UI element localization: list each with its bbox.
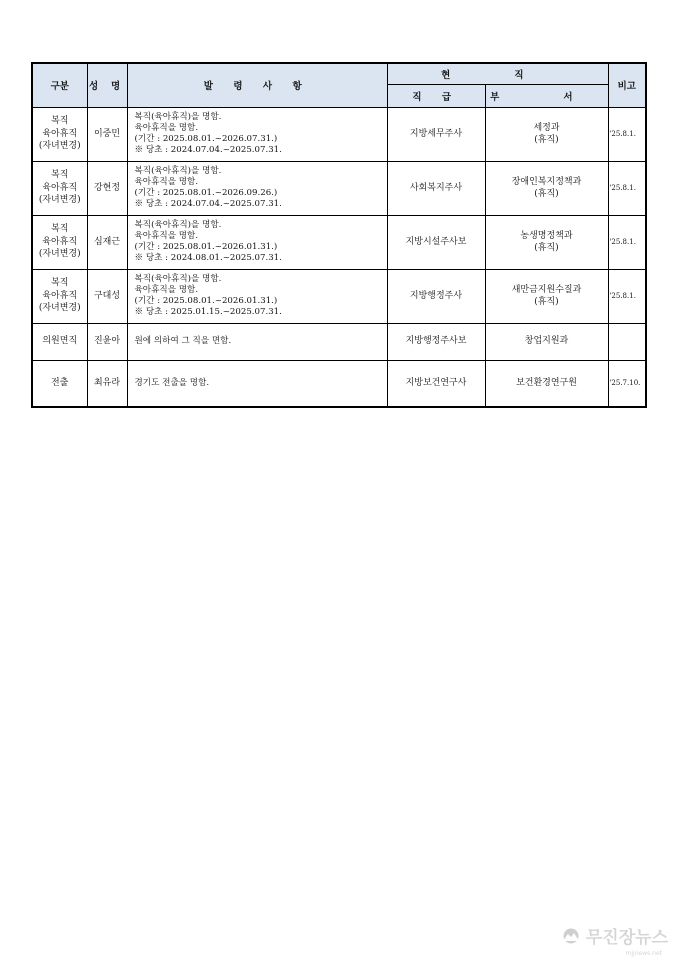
cell-line: 복직	[51, 170, 69, 181]
cell-line: 복직	[51, 278, 69, 289]
department-cell	[485, 360, 608, 407]
header-order: 발 령 사 항	[127, 63, 387, 107]
personnel-order-table	[31, 62, 647, 408]
department-cell	[485, 269, 608, 323]
order-cell	[127, 323, 387, 360]
cell-line: 육아휴직을 명함.	[134, 231, 199, 241]
remark-cell: '25.7.10.	[608, 360, 646, 407]
cell-line: 창업지원과	[524, 336, 569, 347]
cell-line: 복직	[51, 116, 69, 127]
cell-line: (기간 : 2025.08.01.~2026.01.31.)	[134, 242, 278, 252]
cell-line: 전출	[51, 378, 69, 388]
table-row	[32, 107, 646, 161]
cell-line: 육아휴직을 명함.	[134, 177, 199, 187]
name-cell: 최유라	[87, 360, 127, 407]
cell-line: 육아휴직을 명함.	[134, 285, 199, 295]
name-cell: 심재근	[87, 215, 127, 269]
cell-line: ※ 당초 : 2025.01.15.~2025.07.31.	[134, 307, 282, 317]
table-row	[32, 323, 646, 360]
cell-line: 세정과	[533, 122, 560, 133]
table-row	[32, 161, 646, 215]
grade-cell: 사회복지주사	[387, 161, 485, 215]
header-department: 부 서	[485, 84, 608, 107]
category-cell	[32, 161, 87, 215]
cell-line: (휴직)	[534, 135, 559, 145]
cell-line: 육아휴직	[42, 182, 78, 193]
watermark-text: 무진장뉴스	[585, 928, 668, 948]
cell-line: (자녀변경)	[38, 141, 81, 152]
order-cell	[127, 107, 387, 161]
cell-line: (기간 : 2025.08.01.~2026.01.31.)	[134, 296, 278, 306]
grade-cell: 지방행정주사보	[387, 323, 485, 360]
name-cell: 강현정	[87, 161, 127, 215]
table-row	[32, 360, 646, 407]
order-cell	[127, 360, 387, 407]
name-cell: 구대성	[87, 269, 127, 323]
order-cell	[127, 161, 387, 215]
cell-line: (휴직)	[534, 189, 559, 199]
grade-cell: 지방세무주사	[387, 107, 485, 161]
department-cell	[485, 323, 608, 360]
category-cell	[32, 360, 87, 407]
table-row	[32, 215, 646, 269]
cell-line: 경기도 전출을 명함.	[134, 377, 210, 388]
header-category: 구분	[32, 63, 87, 107]
grade-cell: 지방행정주사	[387, 269, 485, 323]
cell-line: 보건환경연구원	[516, 378, 577, 388]
category-cell	[32, 215, 87, 269]
department-cell	[485, 107, 608, 161]
cell-line: 육아휴직을 명함.	[134, 123, 199, 133]
mountain-logo-icon	[560, 928, 582, 944]
cell-line: 농생명정책과	[520, 230, 573, 241]
cell-line: 의원면직	[42, 336, 78, 347]
remark-cell	[608, 323, 646, 360]
cell-line: (자녀변경)	[38, 195, 81, 206]
cell-line: 육아휴직	[42, 290, 78, 301]
remark-cell: '25.8.1.	[608, 107, 646, 161]
cell-line: (기간 : 2025.08.01.~2026.07.31.)	[134, 134, 278, 144]
category-cell	[32, 107, 87, 161]
watermark-logo	[560, 923, 668, 957]
cell-line: (휴직)	[534, 243, 559, 253]
header-name: 성 명	[87, 63, 127, 107]
department-cell	[485, 215, 608, 269]
department-cell	[485, 161, 608, 215]
cell-line: 원에 의하여 그 직을 면함.	[134, 336, 232, 346]
remark-cell: '25.8.1.	[608, 215, 646, 269]
cell-line: 장애인복지정책과	[511, 176, 582, 187]
cell-line: ※ 당초 : 2024.07.04.~2025.07.31.	[134, 199, 282, 209]
cell-line: ※ 당초 : 2024.08.01.~2025.07.31.	[134, 253, 282, 263]
header-grade: 직 급	[387, 84, 485, 107]
cell-line: 복직(육아휴직)을 명함.	[134, 166, 222, 176]
remark-cell: '25.8.1.	[608, 161, 646, 215]
category-cell	[32, 323, 87, 360]
header-remarks: 비고	[608, 63, 646, 107]
cell-line: ※ 당초 : 2024.07.04.~2025.07.31.	[134, 145, 282, 155]
cell-line: 복직(육아휴직)을 명함.	[134, 112, 222, 122]
cell-line: 복직	[51, 224, 69, 235]
order-cell	[127, 215, 387, 269]
cell-line: 육아휴직	[42, 128, 78, 139]
cell-line: (자녀변경)	[38, 249, 81, 260]
category-cell	[32, 269, 87, 323]
name-cell: 진윤아	[87, 323, 127, 360]
grade-cell: 지방시설주사보	[387, 215, 485, 269]
cell-line: 육아휴직	[42, 236, 78, 247]
grade-cell: 지방보건연구사	[387, 360, 485, 407]
remark-cell: '25.8.1.	[608, 269, 646, 323]
watermark-url: mjjnews.net	[625, 950, 662, 957]
cell-line: (자녀변경)	[38, 303, 81, 314]
table-body	[32, 107, 646, 407]
table-row	[32, 269, 646, 323]
cell-line: (기간 : 2025.08.01.~2026.09.26.)	[134, 188, 278, 198]
header-current-position: 현 직	[387, 63, 608, 84]
cell-line: 복직(육아휴직)을 명함.	[134, 220, 222, 230]
cell-line: 새만금지원수질과	[511, 284, 582, 295]
name-cell: 이중민	[87, 107, 127, 161]
cell-line: 복직(육아휴직)을 명함.	[134, 274, 222, 284]
cell-line: (휴직)	[534, 297, 559, 307]
order-cell	[127, 269, 387, 323]
